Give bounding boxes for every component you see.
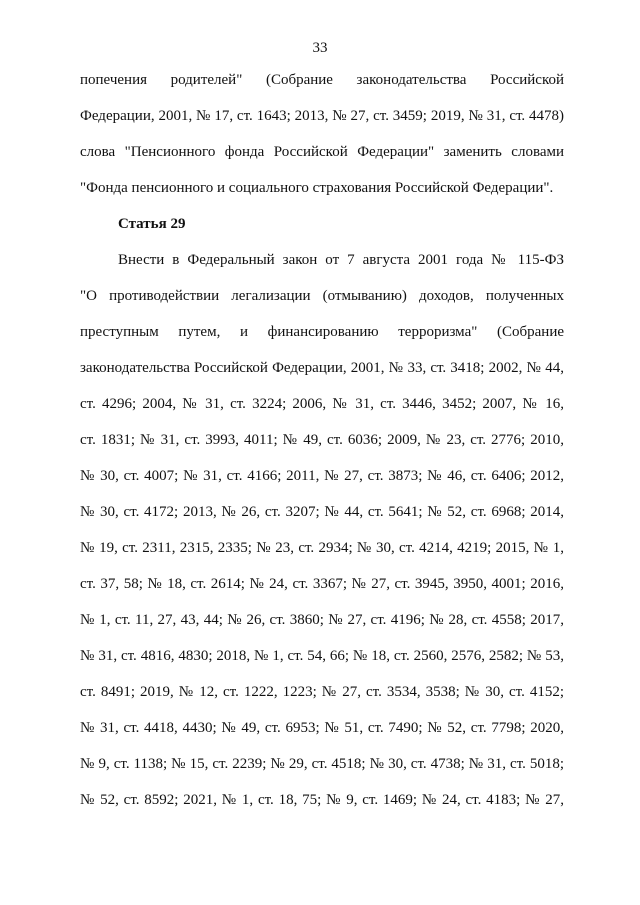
- text-line: "Фонда пенсионного и социального страхования Российской Федерации".: [80, 180, 554, 196]
- page-number: 33: [312, 40, 328, 56]
- text-line: № 52, ст. 8592; 2021, № 1, ст. 18, 75; № 9, ст. 1469; № 24, ст. 4183; № 27,: [80, 792, 564, 808]
- text-line: ст. 37, 58; № 18, ст. 2614; № 24, ст. 3367; № 27, ст. 3945, 3950, 4001; 2016,: [80, 576, 564, 592]
- text-line: преступным путем, и финансированию терроризма" (Собрание: [80, 324, 564, 340]
- text-line: слова "Пенсионного фонда Российской Федерации" заменить словами: [80, 144, 564, 160]
- text-line: Федерации, 2001, № 17, ст. 1643; 2013, № 27, ст. 3459; 2019, № 31, ст. 4478): [80, 108, 564, 124]
- text-line: № 9, ст. 1138; № 15, ст. 2239; № 29, ст. 4518; № 30, ст. 4738; № 31, ст. 5018;: [80, 756, 564, 772]
- text-line: № 31, ст. 4816, 4830; 2018, № 1, ст. 54, 66; № 18, ст. 2560, 2576, 2582; № 53,: [80, 648, 564, 664]
- text-line: ст. 1831; № 31, ст. 3993, 4011; № 49, ст. 6036; 2009, № 23, ст. 2776; 2010,: [80, 432, 564, 448]
- text-line: № 31, ст. 4418, 4430; № 49, ст. 6953; № 51, ст. 7490; № 52, ст. 7798; 2020,: [80, 720, 564, 736]
- text-line: № 30, ст. 4172; 2013, № 26, ст. 3207; № 44, ст. 5641; № 52, ст. 6968; 2014,: [80, 504, 564, 520]
- text-line: попечения родителей" (Собрание законодательства Российской: [80, 72, 564, 88]
- text-line: законодательства Российской Федерации, 2001, № 33, ст. 3418; 2002, № 44,: [80, 360, 564, 376]
- text-line: Внести в Федеральный закон от 7 августа 2001 года № 115-ФЗ: [118, 252, 564, 268]
- text-line: ст. 4296; 2004, № 31, ст. 3224; 2006, № 31, ст. 3446, 3452; 2007, № 16,: [80, 396, 564, 412]
- text-line: ст. 8491; 2019, № 12, ст. 1222, 1223; № 27, ст. 3534, 3538; № 30, ст. 4152;: [80, 684, 564, 700]
- text-line: № 1, ст. 11, 27, 43, 44; № 26, ст. 3860; № 27, ст. 4196; № 28, ст. 4558; 2017,: [80, 612, 564, 628]
- article-heading: Статья 29: [118, 216, 186, 232]
- text-line: № 30, ст. 4007; № 31, ст. 4166; 2011, № 27, ст. 3873; № 46, ст. 6406; 2012,: [80, 468, 564, 484]
- text-line: "О противодействии легализации (отмыванию) доходов, полученных: [80, 288, 564, 304]
- text-line: № 19, ст. 2311, 2315, 2335; № 23, ст. 2934; № 30, ст. 4214, 4219; 2015, № 1,: [80, 540, 564, 556]
